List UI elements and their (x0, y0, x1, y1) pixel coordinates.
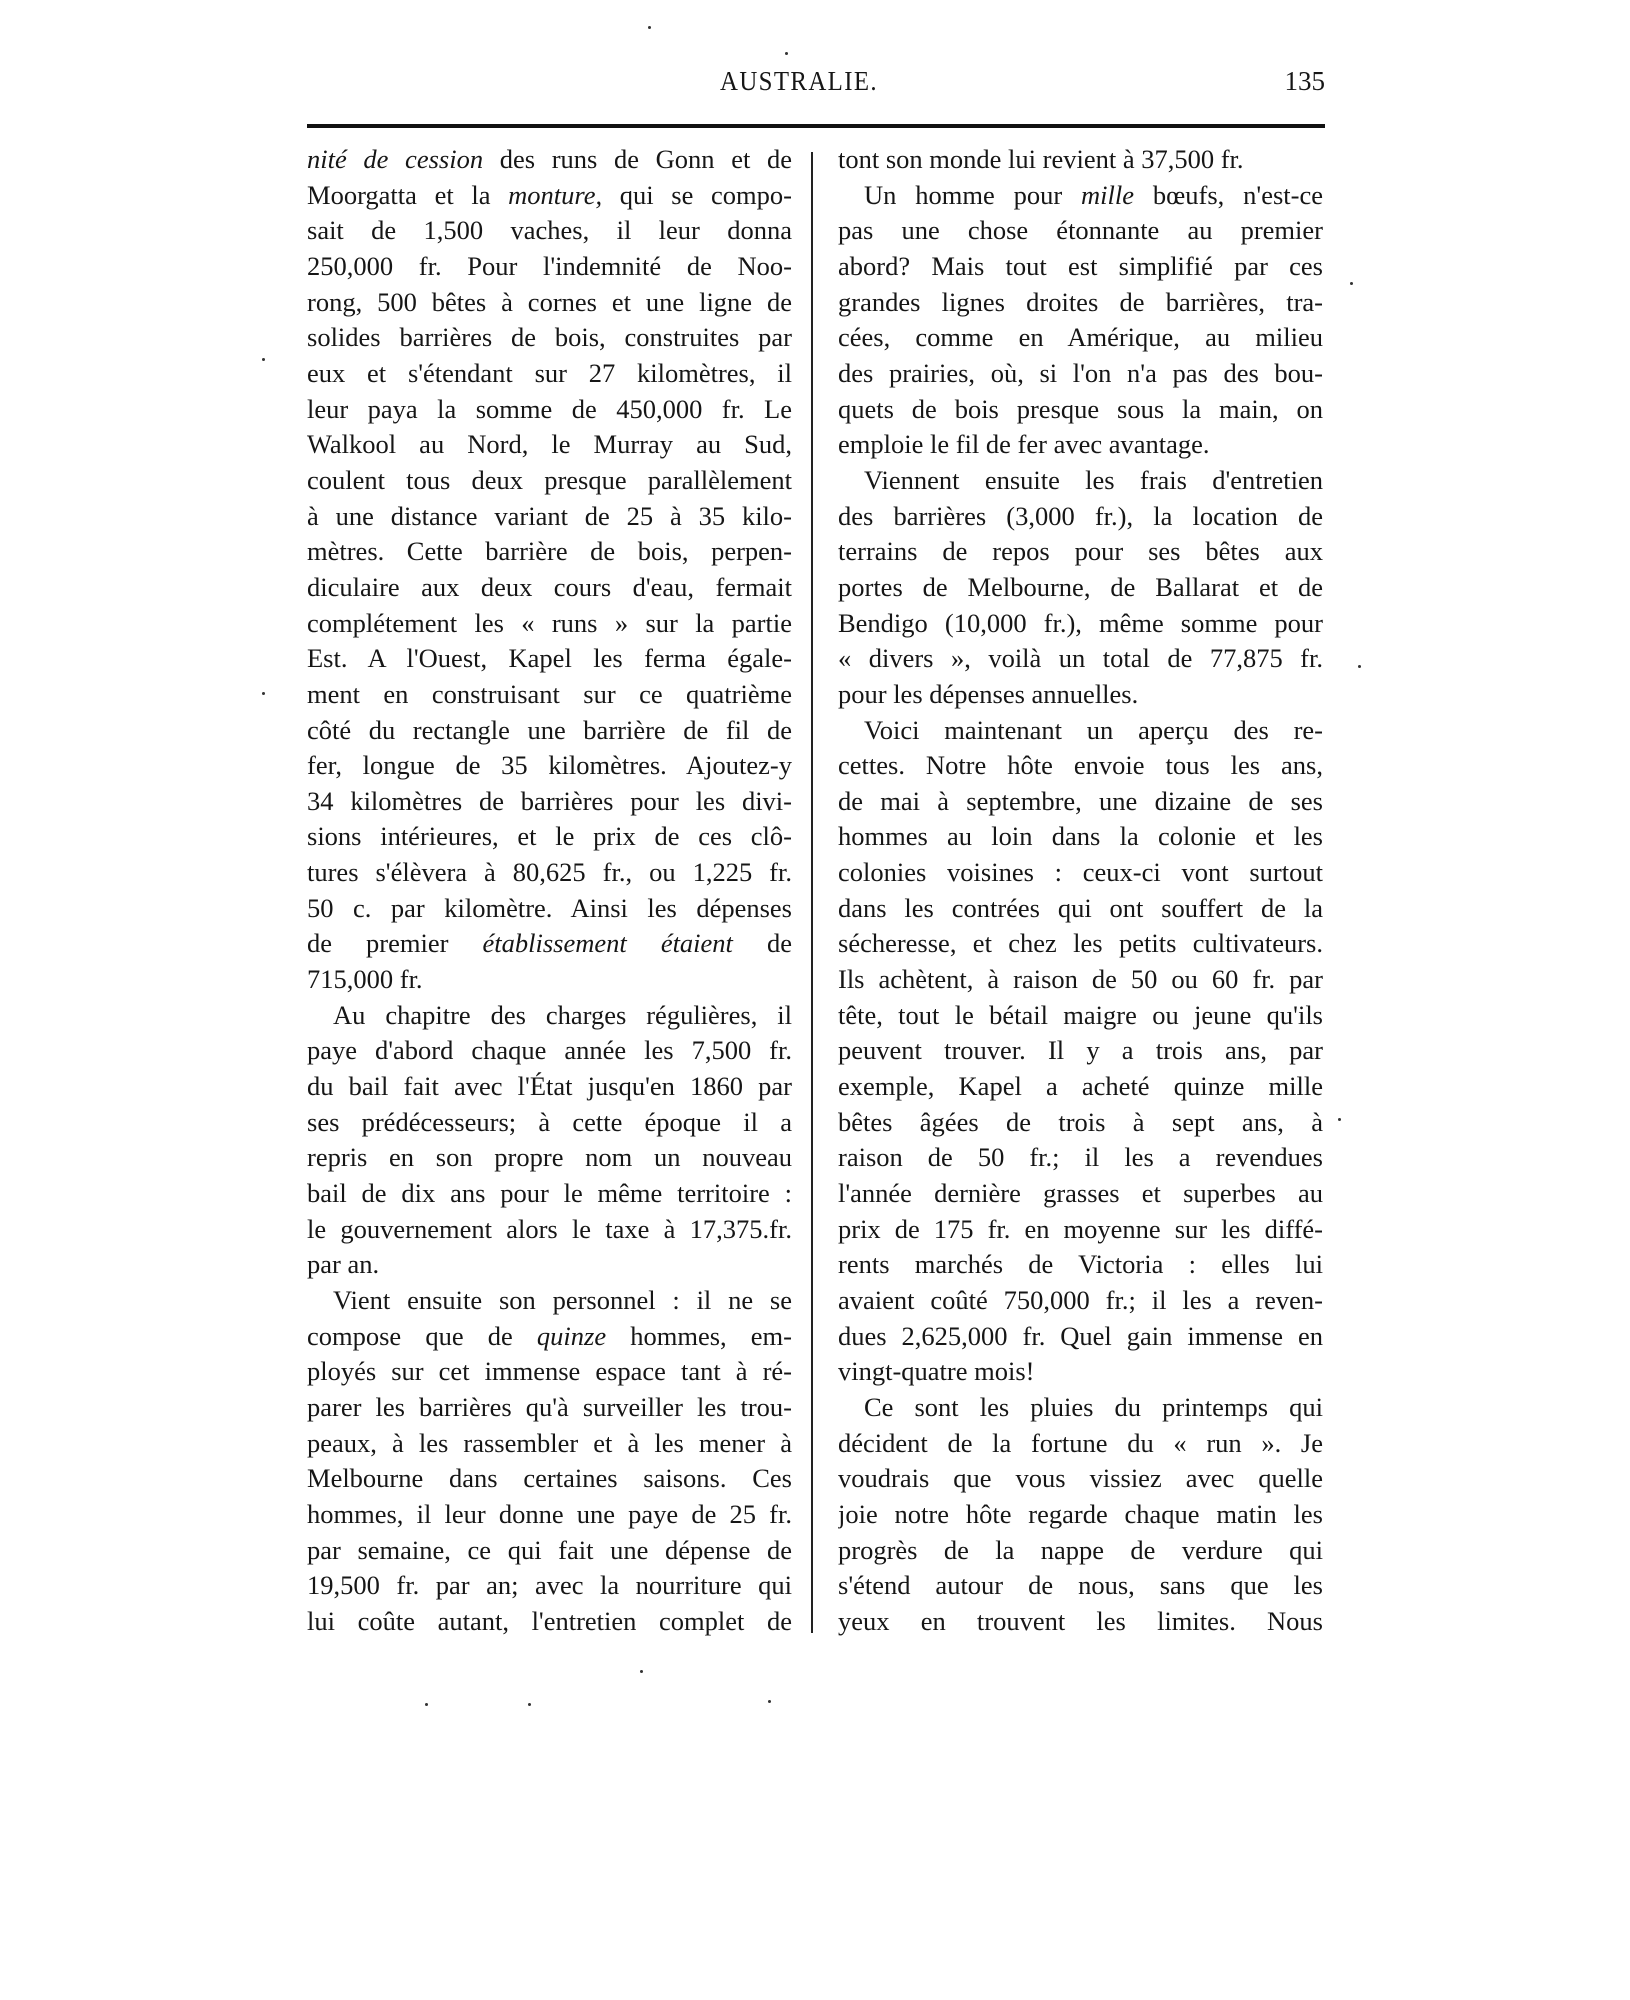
text-segment: peuvent trouver. Il y a trois ans, par (838, 1035, 1323, 1066)
text-segment: de (732, 928, 792, 959)
text-segment: par an. (307, 1249, 380, 1280)
text-line (838, 392, 1323, 428)
text-segment: yeux en trouvent les limites. Nous (838, 1605, 1323, 1636)
text-line (307, 356, 792, 392)
text-line (838, 142, 1323, 178)
page-number: 135 (1284, 66, 1325, 96)
text-segment: Ils achètent, à raison de 50 ou 60 fr. par (838, 964, 1323, 995)
text-segment: hommes, em- (606, 1320, 792, 1351)
scan-speck (1358, 665, 1361, 668)
text-line (838, 1033, 1323, 1069)
text-segment: abord? Mais tout est simplifié par ces (838, 250, 1323, 281)
text-segment: tont son monde lui revient à 37,500 fr. (838, 144, 1244, 174)
text-segment: exemple, Kapel a acheté quinze mille (838, 1071, 1323, 1102)
text-segment: décident de la fortune du « run ». Je (838, 1427, 1323, 1458)
text-line (307, 1069, 792, 1105)
text-line (307, 320, 792, 356)
text-line (307, 677, 792, 713)
text-segment: lui coûte autant, l'entretien complet de (307, 1605, 792, 1636)
text-segment: prix de 175 fr. en moyenne sur les diffé- (838, 1213, 1323, 1244)
text-segment: vingt-quatre mois! (838, 1356, 1035, 1387)
text-segment: le gouvernement alors le taxe à 17,375.fr. (307, 1213, 792, 1244)
text-segment: compose que de (307, 1320, 537, 1351)
text-column-left (307, 142, 792, 1640)
text-segment: l'année dernière grasses et superbes au (838, 1178, 1323, 1209)
text-line (307, 570, 792, 606)
text-segment: Melbourne dans certaines saisons. Ces (307, 1463, 792, 1494)
text-segment: tures s'élèvera à 80,625 fr., ou 1,225 fr. (307, 857, 792, 888)
text-segment: sécheresse, et chez les petits cultivateurs. (838, 928, 1323, 959)
text-segment: rents marchés de Victoria : elles lui (838, 1249, 1323, 1280)
text-line (838, 713, 1323, 749)
text-line (307, 1497, 792, 1533)
text-segment: colonies voisines : ceux-ci vont surtout (838, 857, 1323, 888)
text-line (838, 1140, 1323, 1176)
text-segment: dues 2,625,000 fr. Quel gain immense en (838, 1320, 1323, 1351)
text-line (838, 249, 1323, 285)
text-segment: peaux, à les rassembler et à les mener à (307, 1427, 792, 1458)
text-segment: Moorgatta et la (307, 179, 509, 210)
text-segment: solides barrières de bois, construites par (307, 322, 792, 353)
text-segment: ployés sur cet immense espace tant à ré- (307, 1356, 792, 1387)
text-segment: 34 kilomètres de barrières pour les divi- (307, 785, 792, 816)
text-line (838, 784, 1323, 820)
text-line (307, 142, 792, 178)
text-line (307, 534, 792, 570)
text-segment: parer les barrières qu'à surveiller les trou- (307, 1391, 792, 1422)
text-segment: tête, tout le bétail maigre ou jeune qu'ils (838, 999, 1323, 1030)
text-segment: dans les contrées qui ont souffert de la (838, 892, 1323, 923)
text-segment: 19,500 fr. par an; avec la nourriture qui (307, 1570, 792, 1601)
scan-speck (648, 26, 651, 29)
text-segment: grandes lignes droites de barrières, tra- (838, 286, 1323, 317)
scan-speck (1338, 1118, 1341, 1121)
text-line (307, 641, 792, 677)
text-line (307, 784, 792, 820)
text-segment: « divers », voilà un total de 77,875 fr. (838, 643, 1323, 674)
text-segment: sions intérieures, et le prix de ces clô- (307, 821, 792, 852)
text-segment: bêtes âgées de trois à sept ans, à (838, 1106, 1323, 1137)
scan-speck (262, 692, 265, 695)
text-line (838, 1568, 1323, 1604)
text-line (838, 1212, 1323, 1248)
text-line (838, 1105, 1323, 1141)
text-segment: Bendigo (10,000 fr.), même somme pour (838, 607, 1323, 638)
header-rule (307, 124, 1325, 128)
column-divider (811, 152, 813, 1633)
scan-speck (262, 358, 265, 361)
text-segment: joie notre hôte regarde chaque matin les (838, 1498, 1323, 1529)
text-line (838, 1283, 1323, 1319)
text-line (307, 962, 792, 998)
text-segment: Walkool au Nord, le Murray au Sud, (307, 429, 792, 460)
scan-speck (785, 52, 788, 55)
text-line (307, 463, 792, 499)
text-segment: repris en son propre nom un nouveau (307, 1142, 792, 1173)
text-segment: terrains de repos pour ses bêtes aux (838, 536, 1323, 567)
text-line (838, 1176, 1323, 1212)
italic-text: nité de cession (307, 144, 484, 174)
text-line (307, 1105, 792, 1141)
text-line (307, 606, 792, 642)
text-line (307, 178, 792, 214)
text-segment (627, 928, 661, 958)
text-line (838, 1461, 1323, 1497)
text-segment: rong, 500 bêtes à cornes et une ligne de (307, 286, 792, 317)
text-line (838, 1533, 1323, 1569)
text-segment: de mai à septembre, une dizaine de ses (838, 785, 1323, 816)
text-line (838, 356, 1323, 392)
text-line (838, 499, 1323, 535)
text-line (838, 819, 1323, 855)
text-segment: 715,000 fr. (307, 964, 423, 995)
text-line (307, 748, 792, 784)
text-segment: progrès de la nappe de verdure qui (838, 1534, 1323, 1565)
text-column-right (838, 142, 1323, 1640)
text-segment: cées, comme en Amérique, au milieu (838, 322, 1323, 353)
text-line (307, 1354, 792, 1390)
text-line (307, 1604, 792, 1640)
text-line (307, 855, 792, 891)
text-segment: des barrières (3,000 fr.), la location de (838, 500, 1323, 531)
text-line (838, 320, 1323, 356)
text-line (838, 748, 1323, 784)
running-title: AUSTRALIE. (720, 66, 879, 96)
text-line (307, 1461, 792, 1497)
text-segment: des prairies, où, si l'on n'a pas des bou- (838, 357, 1323, 388)
text-segment: pas une chose étonnante au premier (838, 215, 1323, 246)
scan-speck (425, 1703, 428, 1706)
text-line (838, 570, 1323, 606)
text-segment: voudrais que vous vissiez avec quelle (838, 1463, 1323, 1494)
italic-text: étaient (660, 928, 733, 959)
text-segment: s'étend autour de nous, sans que les (838, 1570, 1323, 1601)
text-segment: avaient coûté 750,000 fr.; il les a reven- (838, 1285, 1323, 1315)
italic-text: établissement (482, 928, 627, 959)
text-line (307, 819, 792, 855)
text-line (307, 1140, 792, 1176)
text-segment: par semaine, ce qui fait une dépense de (307, 1534, 792, 1565)
text-line (838, 1604, 1323, 1640)
text-segment: qui se compo- (602, 179, 792, 210)
text-line (307, 1176, 792, 1212)
text-line (307, 891, 792, 927)
text-line (307, 1283, 792, 1319)
text-segment: à une distance variant de 25 à 35 kilo- (307, 500, 792, 531)
text-segment: Est. A l'Ouest, Kapel les ferma égale- (307, 643, 792, 674)
text-segment: bail de dix ans pour le même territoire : (307, 1178, 792, 1209)
text-line (307, 1212, 792, 1248)
text-line (838, 677, 1323, 713)
text-line (838, 1390, 1323, 1426)
text-segment: ses prédécesseurs; à cette époque il a (307, 1106, 792, 1137)
text-segment: paye d'abord chaque année les 7,500 fr. (307, 1035, 792, 1066)
text-segment: mètres. Cette barrière de bois, perpen- (307, 536, 792, 567)
text-line (838, 1426, 1323, 1462)
scan-speck (528, 1703, 531, 1706)
text-line (307, 249, 792, 285)
text-line (838, 641, 1323, 677)
text-line (307, 998, 792, 1034)
text-segment: quets de bois presque sous la main, on (838, 393, 1323, 424)
text-line (838, 962, 1323, 998)
text-segment: eux et s'étendant sur 27 kilomètres, il (307, 357, 792, 388)
text-line (838, 463, 1323, 499)
running-head (307, 66, 1325, 106)
text-line (838, 213, 1323, 249)
text-segment: raison de 50 fr.; il les a revendues (838, 1142, 1323, 1173)
text-segment: côté du rectangle une barrière de fil de (307, 714, 792, 745)
text-line (838, 427, 1323, 463)
text-segment: cettes. Notre hôte envoie tous les ans, (838, 750, 1323, 781)
italic-text: monture, (508, 179, 603, 210)
text-line (307, 1426, 792, 1462)
text-segment: Viennent ensuite les frais d'entretien (864, 464, 1323, 495)
text-line (307, 713, 792, 749)
text-line (838, 285, 1323, 321)
text-segment: Voici maintenant un aperçu des re- (864, 714, 1323, 745)
text-line (307, 285, 792, 321)
text-segment: coulent tous deux presque parallèlement (307, 464, 792, 495)
text-line (838, 1247, 1323, 1283)
text-segment: sait de 1,500 vaches, il leur donna (307, 215, 792, 246)
text-segment: emploie le fil de fer avec avantage. (838, 429, 1210, 460)
text-segment: du bail fait avec l'État jusqu'en 1860 par (307, 1071, 792, 1102)
text-segment: hommes au loin dans la colonie et les (838, 821, 1323, 852)
text-line (307, 1319, 792, 1355)
text-segment: Un homme pour (864, 179, 1082, 210)
text-segment: 50 c. par kilomètre. Ainsi les dépenses (307, 892, 792, 923)
text-segment: portes de Melbourne, de Ballarat et de (838, 571, 1323, 602)
text-line (838, 606, 1323, 642)
text-line (838, 1497, 1323, 1533)
text-line (838, 855, 1323, 891)
text-line (307, 926, 792, 962)
text-segment: hommes, il leur donne une paye de 25 fr. (307, 1498, 792, 1529)
text-segment: leur paya la somme de 450,000 fr. Le (307, 393, 792, 424)
text-line (838, 1354, 1323, 1390)
text-line (838, 534, 1323, 570)
text-segment: Au chapitre des charges régulières, il (333, 999, 792, 1030)
scan-speck (768, 1700, 771, 1703)
text-line (838, 891, 1323, 927)
text-segment: fer, longue de 35 kilomètres. Ajoutez-y (307, 750, 792, 781)
text-segment: des runs de Gonn et de (483, 144, 792, 174)
text-segment: pour les dépenses annuelles. (838, 678, 1139, 709)
text-line (838, 178, 1323, 214)
text-segment: Vient ensuite son personnel : il ne se (333, 1285, 792, 1315)
scan-speck (1350, 282, 1353, 285)
italic-text: mille (1081, 179, 1135, 210)
text-line (838, 1319, 1323, 1355)
text-segment: de premier (307, 928, 483, 959)
text-segment: ment en construisant sur ce quatrième (307, 678, 792, 709)
text-line (307, 1033, 792, 1069)
text-line (307, 213, 792, 249)
text-segment: complétement les « runs » sur la partie (307, 607, 792, 638)
text-line (838, 998, 1323, 1034)
text-segment: diculaire aux deux cours d'eau, fermait (307, 571, 792, 602)
text-line (307, 1390, 792, 1426)
text-line (838, 926, 1323, 962)
text-line (307, 392, 792, 428)
text-segment: 250,000 fr. Pour l'indemnité de Noo- (307, 250, 792, 281)
text-line (307, 1568, 792, 1604)
text-line (307, 499, 792, 535)
text-line (307, 427, 792, 463)
text-line (307, 1247, 792, 1283)
text-segment: bœufs, n'est-ce (1134, 179, 1323, 210)
text-line (307, 1533, 792, 1569)
scan-speck (640, 1670, 643, 1673)
italic-text: quinze (536, 1320, 607, 1351)
text-segment: Ce sont les pluies du printemps qui (864, 1391, 1323, 1422)
text-line (838, 1069, 1323, 1105)
